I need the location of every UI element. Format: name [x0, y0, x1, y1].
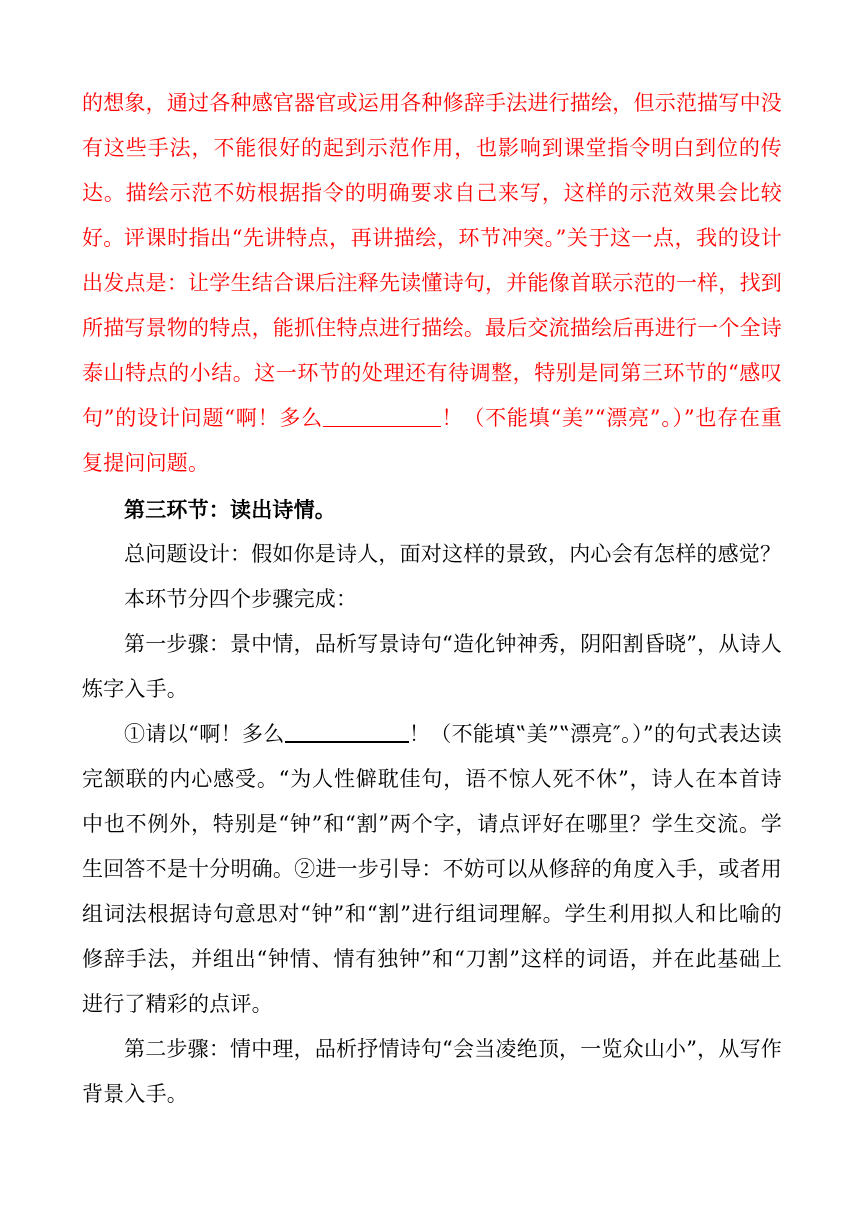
step-1-detail-text-b: ！（不能填‟美”‟漂亮″。）”的句式表达读完颔联的内心感受。“为人性僻耽佳句，语不惊人死不休”，诗人在本首诗中也不例外，特别是“钟”和“割”两个字，请点评好在哪里？学生交流。学生回答不是十分明确。②进一步引导：不妨可以从修辞的角度入手，或者用组词法根据诗句意思对“钟”和“割”进行组词理解。学生利用拟人和比喻的修辞手法，并组出“钟情、情有独钟”和“刀割”这样的词语，并在此基础上进行了精彩的点评。	[82, 722, 782, 1016]
comment-paragraph-2-text-a: 评课时指出“先讲特点，再讲描绘，环节冲突。”关于这一点，我的设计出发点是：让学生结合课后注释先读懂诗句，并能像首联示范的一样，找到所描写景物的特点，能抓住特点进行描绘。最后交流描绘后再进行一个全诗泰山特点的小结。这一环节的处理还有待调整，特别是同第三环节的“感叹句”的设计问题“啊！多么	[82, 226, 782, 430]
section-heading: 第三环节：读出诗情。	[124, 497, 336, 522]
fill-in-blank-line	[285, 721, 409, 743]
body-paragraph-question: 总问题设计：假如你是诗人，面对这样的景致，内心会有怎样的感觉？	[124, 542, 782, 566]
body-paragraph-step-1: 第一步骤：景中情，品析写景诗句“造化钟神秀，阴阳割昏晓”，从诗人炼字入手。	[82, 632, 782, 701]
body-paragraph-step-1-detail	[82, 712, 782, 1027]
step-1-detail-text-a: ①请以“啊！多么	[124, 722, 285, 746]
body-paragraph-step-2: 第二步骤：情中理，品析抒情诗句“会当凌绝顶，一览众山小”，从写作背景入手。	[82, 1037, 782, 1106]
comment-paragraph-1: 的想象，通过各种感官器官或运用各种修辞手法进行描绘，但示范描写中没有这些手法，不能很好的起到示范作用，也影响到课堂指令明白到位的传达。描绘示范不妨根据指令的明确要求自己来写，这样的示范效果会比较好。	[82, 91, 782, 250]
comment-paragraph-2-text-b: ！（不能填“美”“漂亮”。）”也存在重复提问问题。	[82, 406, 782, 475]
fill-in-blank-line	[323, 406, 441, 427]
comment-paragraph-2	[82, 216, 782, 486]
body-paragraph-steps: 本环节分四个步骤完成：	[124, 587, 358, 611]
